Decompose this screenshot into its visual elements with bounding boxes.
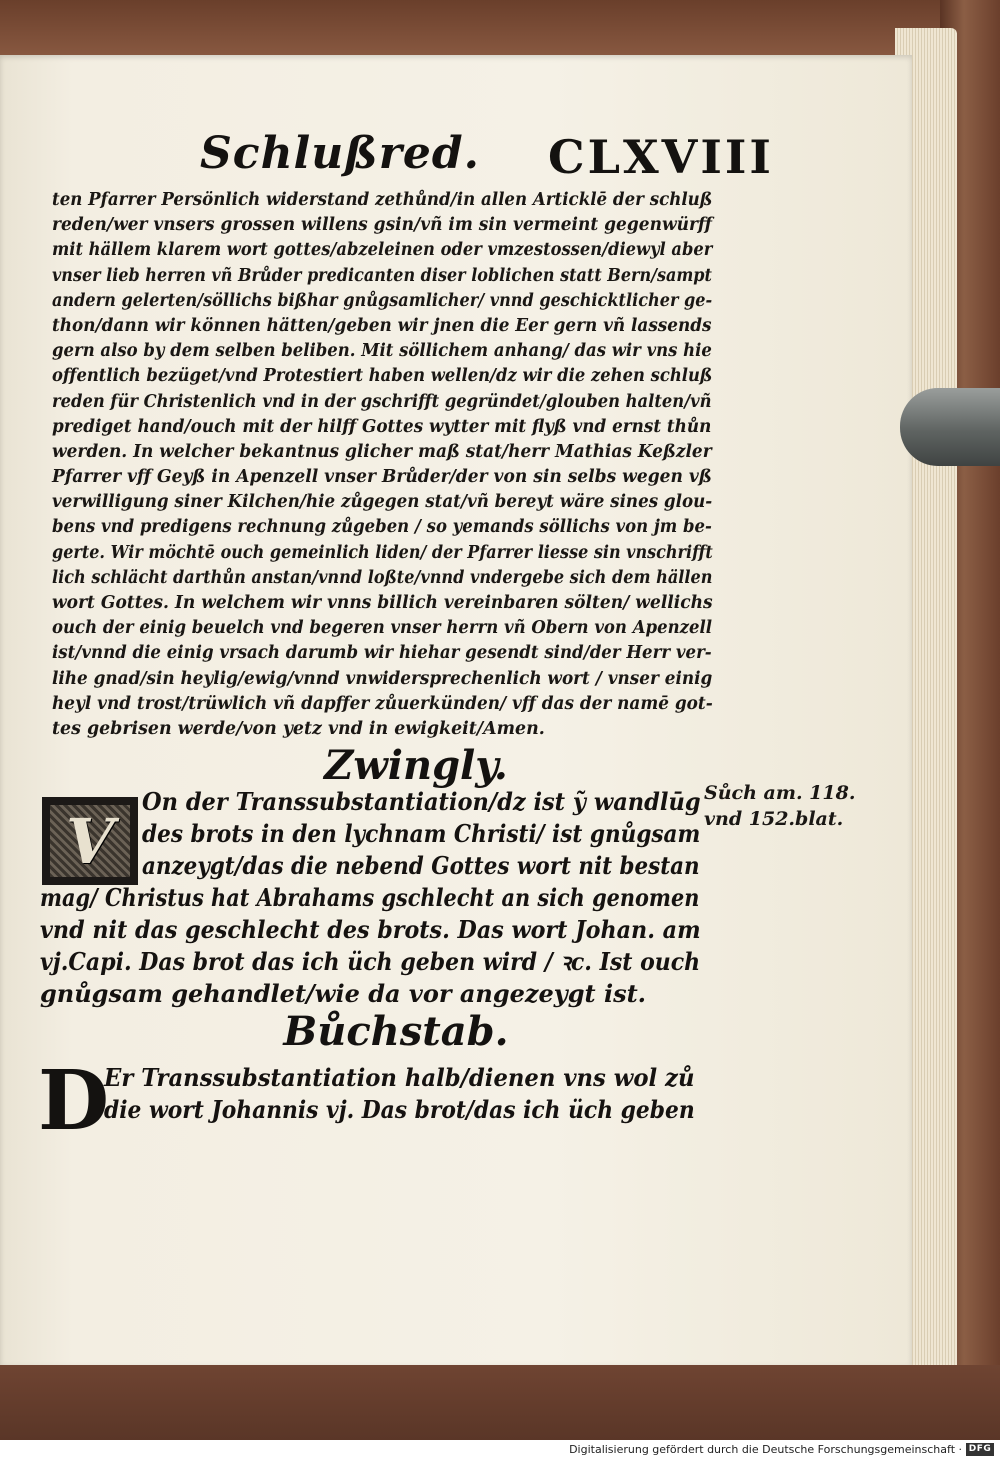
body-text-line: heyl vnd trost/trüwlich vñ dapffer zůuerkünden/ vff das der namē got- — [52, 693, 713, 714]
body-text-line: andern gelerten/söllichs bißhar gnůgsamlicher/ vnnd geschicktlicher ge- — [52, 290, 713, 311]
body-text-line: reden/wer vnsers grossen willens gsin/vñ im sin vermeint gegenwürff — [52, 215, 712, 236]
zwingly-text-line: vj.Capi. Das brot das ich üch geben wird / ꝛc. Ist ouch — [40, 947, 701, 976]
zwingly-text-line: vnd nit das geschlecht des brots. Das wort Johan. am — [40, 915, 701, 944]
body-text-line: verwilligung siner Kilchen/hie zůgegen stat/vñ bereyt wäre sines glou- — [52, 492, 713, 513]
footer-credit-text: Digitalisierung gefördert durch die Deutsche Forschungsgemeinschaft · — [569, 1443, 962, 1456]
zwingly-text-line: gnůgsam gehandlet/wie da vor angezeygt ist. — [40, 979, 647, 1008]
dfg-logo: DFG — [966, 1443, 994, 1456]
buchstab-text-line: die wort Johannis vj. Das brot/das ich üch geben — [104, 1095, 695, 1124]
body-text-line: ist/vnnd die einig vrsach darumb wir hiehar gesendt sind/der Herr ver- — [52, 643, 712, 664]
marginal-note-line: vnd 152.blat. — [704, 808, 844, 830]
page-clip — [900, 388, 1000, 466]
body-text-line: mit hällem klarem wort gottes/abzeleinen oder vmzestossen/diewyl aber — [52, 240, 713, 261]
body-text-line: vnser lieb herren vñ Brůder predicanten diser loblichen statt Bern/sampt — [52, 265, 712, 286]
body-text-line: lich schlächt darthůn anstan/vnnd loßte/vnnd vndergebe sich dem hällen — [52, 567, 713, 588]
zwingly-text-line: des brots in den lychnam Christi/ ist gnůgsam — [142, 819, 701, 848]
body-text-line: wort Gottes. In welchem wir vnns billich vereinbaren sölten/ wellichs — [52, 593, 713, 613]
decorated-initial-letter: V — [65, 804, 115, 878]
marginal-note-line: Sůch am. 118. — [704, 782, 856, 804]
body-text-line: prediget hand/ouch mit der hilff Gottes wytter mit flyß vnd ernst thůn — [52, 416, 712, 437]
body-text-line: ouch der einig beuelch vnd begeren vnser herrn vñ Obern von Apenzell — [52, 618, 713, 639]
book-cover-bottom — [0, 1365, 1000, 1440]
body-text-line: thon/dann wir können hätten/geben wir jnen die Eer gern vñ lassends — [52, 315, 712, 336]
section-heading-buchstab: Bůchstab. — [283, 1008, 509, 1055]
section-heading-zwingly: Zwingly. — [324, 742, 508, 789]
drop-initial: D — [38, 1053, 110, 1149]
decorated-initial — [42, 797, 138, 885]
body-text-line: tes gebrisen werde/von yetz vnd in ewigkeit/Amen. — [52, 718, 545, 739]
folio-number: CLXVIII — [548, 130, 774, 184]
footer-credit — [0, 1440, 1000, 1460]
body-text-line: ten Pfarrer Persönlich widerstand zethůnd/in allen Articklē der schluß — [52, 190, 713, 210]
body-text-line: bens vnd predigens rechnung zůgeben / so yemands söllichs von jm be- — [52, 517, 712, 538]
body-text-line: offentlich bezüget/vnd Protestiert haben wellen/dz wir die zehen schluß — [52, 366, 713, 387]
body-text-line: gern also by dem selben beliben. Mit söllichem anhang/ das wir vns hie — [52, 341, 712, 362]
buchstab-text-line: Er Transsubstantiation halb/dienen vns wol zů — [104, 1063, 695, 1092]
body-text — [52, 188, 712, 742]
body-text-line: werden. In welcher bekantnus glicher maß stat/herr Mathias Keßzler — [52, 441, 712, 462]
zwingly-text-line: On der Transsubstantiation/dz ist ỹ wandlūg — [142, 787, 701, 816]
running-header: Schlußred. — [200, 128, 480, 179]
body-text-line: gerte. Wir möchtē ouch gemeinlich liden/ der Pfarrer liesse sin vnschrifft — [52, 542, 713, 563]
body-text-line: Pfarrer vff Geyß in Apenzell vnser Brůder/der von sin selbs wegen vß — [52, 467, 712, 488]
body-text-line: reden für Christenlich vnd in der gschrifft gegründet/glouben halten/vñ — [52, 391, 712, 412]
book-cover-top — [0, 0, 1000, 60]
zwingly-text-line: anzeygt/das die nebend Gottes wort nit bestan — [142, 851, 700, 880]
body-text-line: lihe gnad/sin heylig/ewig/vnnd vnwidersprechenlich wort / vnser einig — [52, 668, 713, 689]
zwingly-text-line: mag/ Christus hat Abrahams gschlecht an sich genomen — [40, 883, 700, 912]
